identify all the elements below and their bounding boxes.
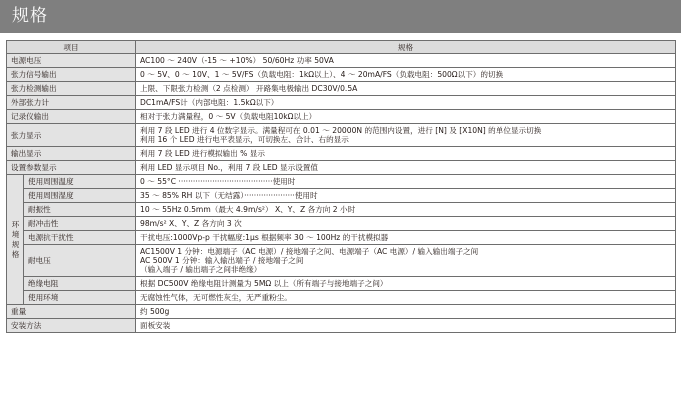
table-row [7,175,676,189]
value-line: 利用 7 段 LED 进行模拟输出 % 显示 [140,149,265,158]
row-label: 电源抗干扰性 [24,231,136,245]
table-row [7,110,676,124]
table-row [7,161,676,175]
table-row [7,217,676,231]
value-line: 上限、下限张力检测（2 点检测） 开路集电极输出 DC30V/0.5A [140,84,358,93]
row-label: 外部张力计 [7,96,136,110]
value-line: 干扰电压:1000Vp-p 干扰幅度:1μs 根据频率 30 ～ 100Hz 的干扰模拟器 [140,233,389,242]
table-row [7,96,676,110]
row-label: 安装方法 [7,319,136,333]
row-value [136,217,676,231]
row-value [136,110,676,124]
table-row [7,277,676,291]
env-group-label: 环境规格 [11,219,20,259]
table-row [7,147,676,161]
value-line: 10 ～ 55Hz 0.5mm（最大 4.9m/s²） X、Y、Z 各方向 2 小时 [140,205,356,214]
row-value [136,305,676,319]
row-value [136,147,676,161]
row-label: 张力检测输出 [7,82,136,96]
row-value [136,277,676,291]
row-label: 重量 [7,305,136,319]
table-header-row [7,41,676,54]
value-line: 利用 16 个 LED 进行电平表显示，可切换左、合计、右的显示 [140,135,349,144]
header-spec: 规格 [136,41,676,54]
row-label: 使用周围温度 [24,175,136,189]
table-row [7,124,676,147]
row-value [136,82,676,96]
row-label: 设置参数显示 [7,161,136,175]
value-line: AC1500V 1 分钟：电源端子（AC 电源）/ 接地端子之间、电源端子（AC 电源）/ 输入输出端子之间 [140,247,479,256]
value-line: 利用 7 段 LED 进行 4 位数字显示。满量程可在 0.01 ～ 20000N 的范围内设置，进行 [N] 及 [X10N] 的单位显示切换 [140,126,542,135]
value-line: 面板安装 [140,321,171,330]
row-value [136,319,676,333]
table-row [7,231,676,245]
row-value [136,54,676,68]
row-value [136,203,676,217]
table-row [7,189,676,203]
row-label: 耐振性 [24,203,136,217]
row-label: 使用环境 [24,291,136,305]
row-value [136,189,676,203]
table-row [7,305,676,319]
value-line: AC100 ～ 240V（-15 ～ +10%） 50/60Hz 功率 50VA [140,56,334,65]
row-label: 使用周围湿度 [24,189,136,203]
table-row [7,245,676,277]
row-value [136,175,676,189]
row-value [136,291,676,305]
value-line: DC1mA/FS计（内部电阻：1.5kΩ以下） [140,98,279,107]
row-label: 绝缘电阻 [24,277,136,291]
table-row [7,54,676,68]
table-row [7,68,676,82]
value-line: 利用 LED 显示项目 No.，利用 7 段 LED 显示设置值 [140,163,318,172]
row-label: 输出显示 [7,147,136,161]
value-line: 无腐蚀性气体，无可燃性灰尘，无严重粉尘。 [140,293,292,302]
row-value [136,231,676,245]
row-label: 记录仪输出 [7,110,136,124]
table-row [7,82,676,96]
page-title: 规格 [12,6,48,26]
row-label: 张力信号输出 [7,68,136,82]
spec-table [6,40,676,333]
value-line: 相对于张力满量程，0 ～ 5V（负载电阻10kΩ以上） [140,112,317,121]
value-line: AC 500V 1 分钟：输入输出端子 / 接地端子之间 [140,256,304,265]
section-title-bar [0,0,681,33]
value-line: 约 500g [140,307,170,316]
value-line: 0 ～ 55°C ·······································使用时 [140,177,296,186]
table-row [7,291,676,305]
value-line: 98m/s² X、Y、Z 各方向 3 次 [140,219,242,228]
value-line: （输入端子 / 输出端子之间非绝缘） [140,265,262,274]
row-value [136,96,676,110]
table-row [7,319,676,333]
row-label: 电源电压 [7,54,136,68]
row-value [136,124,676,147]
row-value [136,161,676,175]
row-label: 耐冲击性 [24,217,136,231]
row-value [136,68,676,82]
env-group-label-cell [7,175,24,305]
value-line: 根据 DC500V 绝缘电阻计测量为 5MΩ 以上（所有端子与接地端子之间） [140,279,388,288]
row-label: 张力显示 [7,124,136,147]
table-row [7,203,676,217]
row-label: 耐电压 [24,245,136,277]
value-line: 35 ～ 85% RH 以下（无结露）·····················使用时 [140,191,318,200]
header-item: 项目 [7,41,136,54]
value-line: 0 ～ 5V、0 ～ 10V、1 ～ 5V/FS（负载电阻：1kΩ以上）、4 ～ 20mA/FS（负载电阻：500Ω以下）的切换 [140,70,504,79]
row-value [136,245,676,277]
